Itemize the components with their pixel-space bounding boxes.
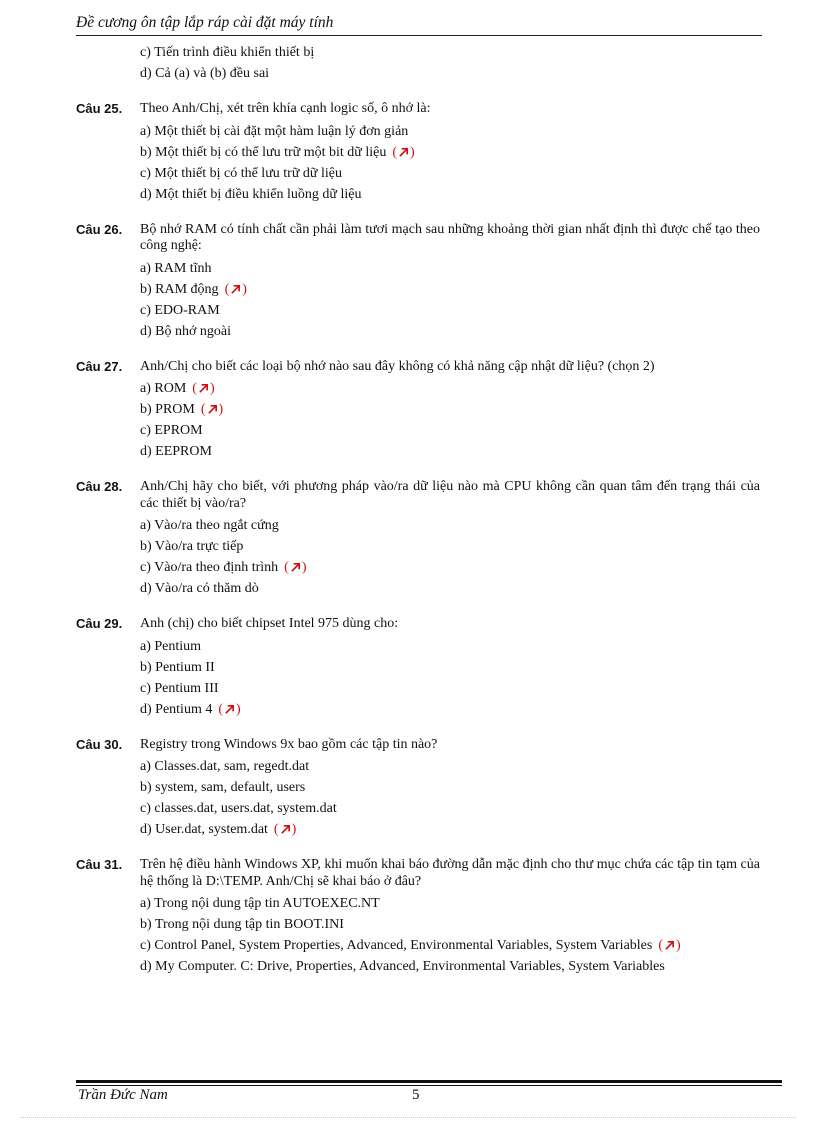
option-text: a) RAM tĩnh [140,260,212,276]
question-line [76,222,760,255]
option-item [140,798,760,819]
option-item: d) Cả (a) và (b) đều sai [140,66,270,81]
question-text: Anh (chị) cho biết chipset Intel 975 dùng cho: [140,616,399,631]
correct-answer-mark: ( ) [192,381,215,396]
footer-divider-thin [76,1085,782,1086]
option-item [140,819,760,840]
option-text: b) system, sam, default, users [140,780,306,795]
question-text: Anh/Chị hãy cho biết, với phương pháp vào/ra dữ liệu nào mà CPU không cần quan tâm đến trạng thái của các thiết bị vào/ra? [140,479,760,511]
question-block [76,737,760,841]
question-number: Câu 25. [76,101,123,116]
question-number: Câu 27. [76,358,123,374]
option-item [140,578,760,599]
option-item [140,536,760,557]
question-line [76,616,760,633]
question-list [76,101,760,977]
option-text: c) Một thiết bị có thể lưu trữ dữ liệu [140,165,343,181]
option-item [140,935,760,956]
question-block [76,857,760,977]
option-text: a) Vào/ra theo ngắt cứng [140,518,279,533]
question-text: Theo Anh/Chị, xét trên khía cạnh logic số, ô nhớ là: [140,101,431,116]
option-item [140,121,760,142]
question-line [76,857,760,890]
arrow-up-right-icon [280,824,291,835]
arrow-up-right-icon [230,284,241,295]
arrow-up-right-icon [290,562,301,573]
option-item [140,321,760,342]
correct-answer-mark: ( ) [392,144,415,160]
option-item [140,441,760,462]
question-line [76,101,760,118]
question-number: Câu 31. [76,857,123,872]
question-line [76,479,760,512]
option-item [140,756,760,777]
option-text: b) Vào/ra trực tiếp [140,539,244,554]
option-item [140,636,760,657]
option-text: a) Classes.dat, sam, regedt.dat [140,759,310,774]
question-line [76,737,760,754]
page-header [76,14,762,36]
correct-answer-mark: ( ) [273,822,297,837]
question-number: Câu 26. [76,221,123,237]
option-item [140,893,760,914]
option-item [140,956,760,977]
arrow-up-right-icon [207,404,218,415]
document-title: Đề cương ôn tập lắp ráp cài đặt máy tính [76,14,334,31]
correct-answer-mark: ( ) [284,560,307,575]
arrow-up-right-icon [224,704,235,715]
question-line [76,359,760,376]
arrow-up-right-icon [198,383,209,394]
option-item [140,699,760,720]
question-number: Câu 29. [76,616,123,631]
option-text: d) Vào/ra có thăm dò [140,581,259,596]
option-text: a) Trong nội dung tập tin AUTOEXEC.NT [140,896,380,911]
page-edge-divider [20,1117,796,1118]
option-item [140,258,760,279]
question-number: Câu 30. [76,736,123,752]
option-text: a) Một thiết bị cài đặt một hàm luận lý đơn giản [140,123,409,139]
option-text: b) Pentium II [140,659,215,675]
option-text: a) Pentium [140,638,202,654]
option-text: c) Vào/ra theo định trình [140,560,279,575]
option-item [140,378,760,399]
option-text: d) EEPROM [140,444,212,459]
option-text: b) PROM [140,402,195,417]
correct-answer-mark: ( ) [218,701,241,717]
option-text: d) Bộ nhớ ngoài [140,323,232,339]
option-item [140,515,760,536]
question-text: Trên hệ điều hành Windows XP, khi muốn khai báo đường dẫn mặc định cho thư mục chứa các tập tin tạm của hệ thống là D:\TEMP. Anh/Chị sẽ khai báo ở đâu? [140,857,760,889]
option-text: d) My Computer. C: Drive, Properties, Advanced, Environmental Variables, System Variables [140,959,665,974]
question-block [76,479,760,599]
option-item [140,142,760,163]
option-text: d) Pentium 4 [140,701,213,717]
option-text: d) User.dat, system.dat [140,822,268,837]
option-text: b) RAM động [140,281,219,297]
question-block [76,101,760,205]
option-item [140,678,760,699]
option-item [140,184,760,205]
option-item: c) Tiến trình điều khiển thiết bị [140,45,315,60]
question-block [76,359,760,463]
footer-author: Trần Đức Nam [78,1087,168,1103]
option-item [140,399,760,420]
question-text: Registry trong Windows 9x bao gồm các tập tin nào? [140,736,438,752]
option-item [140,914,760,935]
option-text: b) Trong nội dung tập tin BOOT.INI [140,917,344,932]
option-item [140,279,760,300]
option-text: a) ROM [140,381,187,396]
option-item [140,420,760,441]
option-item [140,657,760,678]
question-text: Anh/Chị cho biết các loại bộ nhớ nào sau đây không có khả năng cập nhật dữ liệu? (chọn 2) [140,358,655,374]
option-item [140,300,760,321]
option-text: c) EPROM [140,423,203,438]
correct-answer-mark: ( ) [658,938,681,953]
question-block [76,222,760,342]
correct-answer-mark: ( ) [200,402,224,417]
option-item [140,777,760,798]
option-text: c) EDO-RAM [140,302,220,318]
option-text: c) Pentium III [140,680,219,696]
question-block [76,616,760,720]
page-number: 5 [412,1087,420,1103]
footer-divider [76,1080,782,1083]
option-item [140,163,760,184]
option-text: b) Một thiết bị có thể lưu trữ một bit dữ liệu [140,144,387,160]
option-item [140,557,760,578]
document-body [76,42,760,977]
correct-answer-mark: ( ) [224,281,247,297]
arrow-up-right-icon [664,940,675,951]
option-text: c) classes.dat, users.dat, system.dat [140,801,337,816]
option-text: d) Một thiết bị điều khiển luồng dữ liệu [140,186,362,202]
option-text: c) Control Panel, System Properties, Advanced, Environmental Variables, System Variables [140,938,653,953]
arrow-up-right-icon [398,147,409,158]
question-number: Câu 28. [76,479,123,494]
question-text: Bộ nhớ RAM có tính chất cần phải làm tươi mạch sau những khoảng thời gian nhất định thì được chế tạo theo công nghệ: [140,221,760,253]
